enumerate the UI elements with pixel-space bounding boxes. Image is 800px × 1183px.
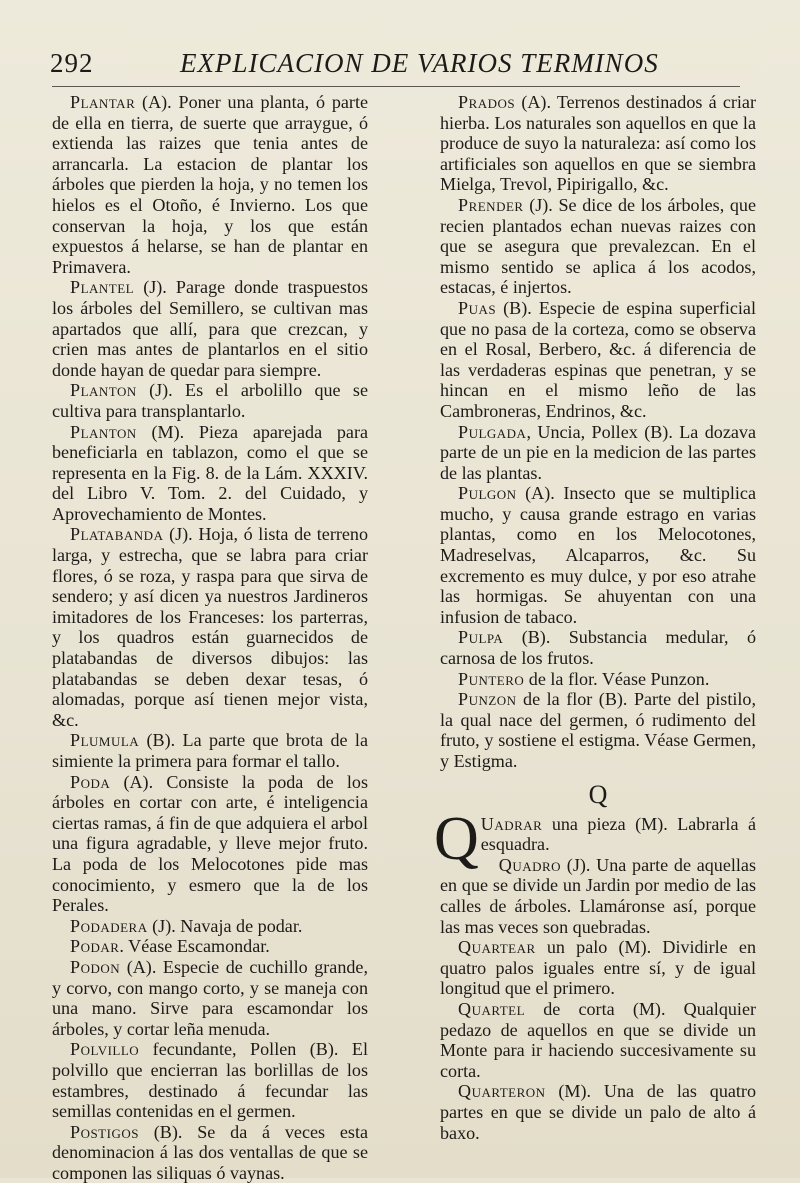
definition: de la flor. Véase Punzon.: [524, 668, 710, 689]
dictionary-entry: [52, 524, 368, 730]
definition: (J). Es el arbolillo que se cultiva para transplantarlo.: [52, 380, 368, 421]
headword: Platabanda: [70, 524, 164, 545]
definition: (B). Especie de espina superficial que no pasa de la corteza, como se observa en el Rosal, Berbero, &c. á diferencia de las verdaderas espinas que penetran, y se hincan en el mismo leño de las Cambroneras, Endrinos, &c.: [440, 297, 756, 421]
headword: Planton: [70, 421, 137, 442]
headword: Podadera: [70, 915, 148, 936]
right-column: [434, 92, 756, 1143]
definition: (B). Substancia medular, ó carnosa de los frutos.: [440, 627, 756, 669]
dictionary-entry: [440, 689, 756, 771]
definition: (J). Parage donde traspuestos los árboles del Semillero, se cultivan mas apartados que allí, para que crezcan, y crien mas antes de plantarlos en el sitio donde hayan de quedar para siempre.: [52, 277, 368, 380]
headword: Quartel: [458, 998, 526, 1019]
dictionary-entry: [52, 730, 368, 771]
headword: Uadrar: [480, 813, 543, 834]
headword: Puntero: [458, 668, 525, 689]
definition: (A). Terrenos destinados á criar hierba. Los naturales son aquellos en que la produce de suyo la naturaleza: así como los artificiales son aquellos en que se siembra Mielga, Trevol, Pipirigallo, &c.: [440, 92, 756, 195]
dictionary-entry: [440, 483, 756, 627]
header-rule: [52, 86, 740, 87]
dictionary-entry: [52, 957, 368, 1039]
headword: Puas: [458, 297, 497, 318]
headword: Plantel: [70, 277, 135, 298]
headword: Planton: [70, 380, 137, 401]
headword: Podar: [70, 936, 120, 957]
definition: . Véase Escamondar.: [119, 936, 270, 957]
dictionary-entry: [440, 855, 756, 937]
dictionary-entry: [52, 916, 368, 937]
definition: (B). Se da á veces esta denominacion á las dos ventallas de que se componen las siliquas ó vaynas.: [52, 1121, 368, 1183]
dictionary-entry: [440, 1081, 756, 1143]
definition: (J). Una parte de aquellas en que se divide un Jardin por medio de las calles de árboles. Llamáronse así, porque las mas veces son quebradas.: [440, 854, 756, 937]
dictionary-entry: [440, 92, 756, 195]
headword: Quarteron: [458, 1081, 546, 1102]
headword: Quadro: [498, 854, 562, 875]
headword: Quartear: [458, 937, 536, 958]
definition: (A). Poner una planta, ó parte de ella en tierra, de suerte que arraygue, ó extienda las raizes que tenia antes de arrancarla. La estacion de plantar los árboles que pierden la hoja, y no temen los hielos es el Otoño, é Invierno. Los que conservan la hoja, y los que están expuestos á helarse, se han de plantar en Primavera.: [52, 92, 368, 277]
definition: (M). Pieza aparejada para beneficiarla en tablazon, como el que se representa en la Fig. 8. de la Lám. XXXIV. del Libro V. Tom. 2. del Cuidado, y Aprovechamiento de Montes.: [52, 421, 368, 524]
dictionary-entry: [440, 195, 756, 298]
headword: Punzon: [458, 689, 517, 710]
definition: (A). Insecto que se multiplica mucho, y causa grande estrago en varias plantas, como en los Melocotones, Madreselvas, Alcaparros, &c. Su excremento es muy dulce, y por eso atrahe las hormigas. Se ahuyentan con una infusion de tabaco.: [440, 483, 756, 627]
headword: Pulgon: [458, 483, 517, 504]
running-title: EXPLICACION DE VARIOS TERMINOS: [180, 48, 659, 78]
headword: Prados: [458, 92, 516, 112]
dictionary-entry: [440, 422, 756, 484]
definition: (J). Navaja de podar.: [147, 915, 303, 936]
dictionary-entry: [52, 1039, 368, 1121]
definition: de corta (M). Qualquier pedazo de aquellos en que se divide un Monte para ir haciendo succesivamente su corta.: [440, 998, 756, 1081]
dictionary-entry: [52, 277, 368, 380]
definition: (M). Una de las quatro partes en que se divide un palo de alto á baxo.: [440, 1081, 756, 1143]
headword: Poda: [70, 771, 111, 792]
definition: (A). Especie de cuchillo grande, y corvo, con mango corto, y se maneja con una mano. Sirve para escamondar los árboles, y cortar leña menuda.: [52, 956, 368, 1039]
headword: Postigos: [70, 1121, 139, 1142]
dictionary-entry: [440, 999, 756, 1081]
definition: (A). Consiste la poda de los árboles en cortar con arte, é inteligencia ciertas ramas, á fin de que adquiera el arbol una figura agradable, y lleve mejor fruto. La poda de los Melocotones pide mas conocimiento, y esmero que la de los Perales.: [52, 771, 368, 916]
definition: (J). Se dice de los árboles, que recien plantados echan nuevas raizes con que se asegura que prevalezcan. En el mismo sentido se aplica á los acodos, estacas, é injertos.: [440, 194, 756, 298]
definition: de la flor (B). Parte del pistilo, la qual nace del germen, ó rudimento del fruto, y sostiene el estigma. Véase Germen, y Estigma.: [440, 689, 756, 771]
headword: Polvillo: [70, 1039, 140, 1060]
definition: (J). Hoja, ó lista de terreno larga, y estrecha, que se labra para criar flores, ó se roza, y raspa para que sirva de sendero; y así dicen ya nuestros Jardineros imitadores de los Franceses: los parterras, y los quadros están guarnecidos de platabandas de diversos dibujos: las platabandas se deben dexar tesas, ó alomadas, porque así tienen mejor vista, &c.: [52, 524, 368, 730]
dictionary-entry: [52, 772, 368, 916]
headword: Pulgada: [458, 421, 527, 442]
q-entries: [434, 804, 756, 1144]
headword: Prender: [458, 194, 524, 215]
drop-cap: Q: [434, 804, 479, 873]
headword: Plantar: [70, 92, 136, 112]
dictionary-entry: [440, 937, 756, 999]
definition: fecundante, Pollen (B). El polvillo que encierran las borlillas de los estambres, destinado á fecundar las semillas contenidas en el germen.: [52, 1039, 368, 1122]
dictionary-entry: [52, 422, 368, 525]
section-letter: Q: [588, 779, 608, 809]
definition: una pieza (M). Labrarla á esquadra.: [480, 813, 756, 855]
dictionary-entry: [440, 669, 756, 690]
running-header: [50, 48, 740, 88]
dictionary-entry: [52, 380, 368, 421]
headword: Podon: [70, 956, 121, 977]
headword: Plumula: [70, 730, 140, 751]
p-entries: [440, 92, 756, 772]
page-number: 292: [50, 48, 94, 78]
dictionary-entry: [440, 627, 756, 668]
dictionary-entry: [440, 298, 756, 422]
definition: un palo (M). Dividirle en quatro palos iguales entre sí, y de igual longitud que el primero.: [440, 937, 756, 999]
definition: (B). La parte que brota de la simiente la primera para formar el tallo.: [52, 730, 368, 771]
headword: Pulpa: [458, 627, 504, 648]
dictionary-entry: [52, 1122, 368, 1183]
definition: , Uncia, Pollex (B). La dozava parte de un pie en la medicion de las partes de las plantas.: [440, 421, 756, 483]
left-column: [52, 92, 368, 1183]
dictionary-entry: [52, 92, 368, 277]
dictionary-entry: [52, 936, 368, 957]
